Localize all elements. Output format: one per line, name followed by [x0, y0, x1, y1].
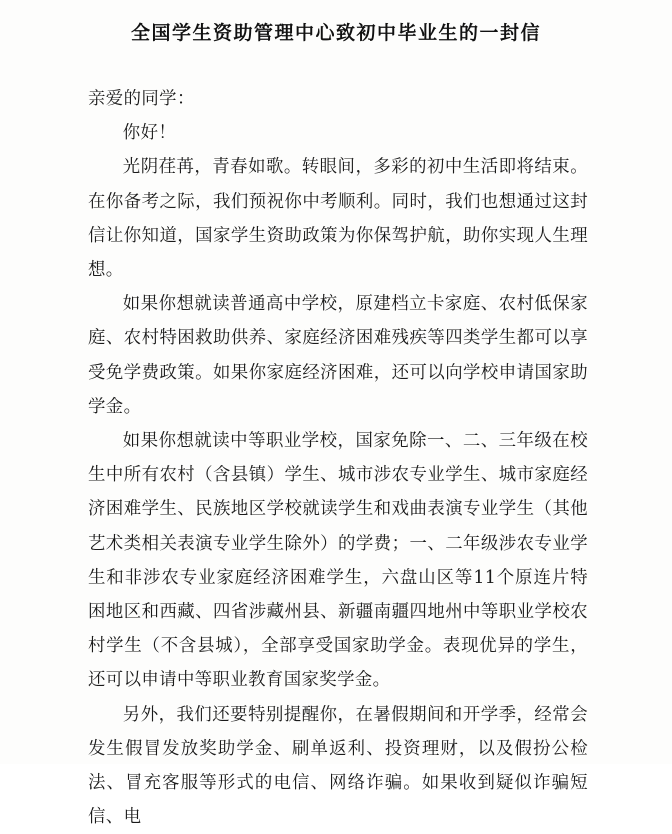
paragraph-fraud-warning: 另外，我们还要特别提醒你，在暑假期间和开学季，经常会发生假冒发放奖助学金、刷单返利、投资理财，以及假扮公检法、冒充客服等形式的电信、网络诈骗。如果收到疑似诈骗短信、电: [88, 704, 588, 828]
greeting: 你好！: [122, 123, 177, 144]
paragraph-intro: 光阴荏苒，青春如歌。转眼间，多彩的初中生活即将结束。在你备考之际，我们预祝你中考顺利。同时，我们也想通过这封信让你知道，国家学生资助政策为你保驾护航，助你实现人生理想。: [88, 157, 588, 281]
salutation: 亲爱的同学：: [88, 89, 195, 109]
paragraph-high-school: 如果你想就读普通高中学校，原建档立卡家庭、农村低保家庭、农村特困救助供养、家庭经济困难残疾等四类学生都可以享受免学费政策。如果你家庭经济困难，还可以向学校申请国家助学金。: [88, 294, 588, 417]
paragraph-vocational-school: 如果你想就读中等职业学校，国家免除一、二、三年级在校生中所有农村（含县镇）学生、城市涉农专业学生、城市家庭经济困难学生、民族地区学校就读学生和戏曲表演专业学生（其他艺术类相关表演专业学生除外）的学费；一、二年级涉农专业学生和非涉农专业家庭经济困难学生，六盘山区等11个原连片特困地区和西藏、四省涉藏州县、新疆南疆四地州中等职业学校农村学生（不含县城），全部享受国家助学金。表现优异的学生，还可以申请中等职业教育国家奖学金。: [88, 431, 588, 691]
letter-body: [88, 82, 588, 834]
letter-title: 全国学生资助管理中心致初中毕业生的一封信: [130, 22, 541, 44]
